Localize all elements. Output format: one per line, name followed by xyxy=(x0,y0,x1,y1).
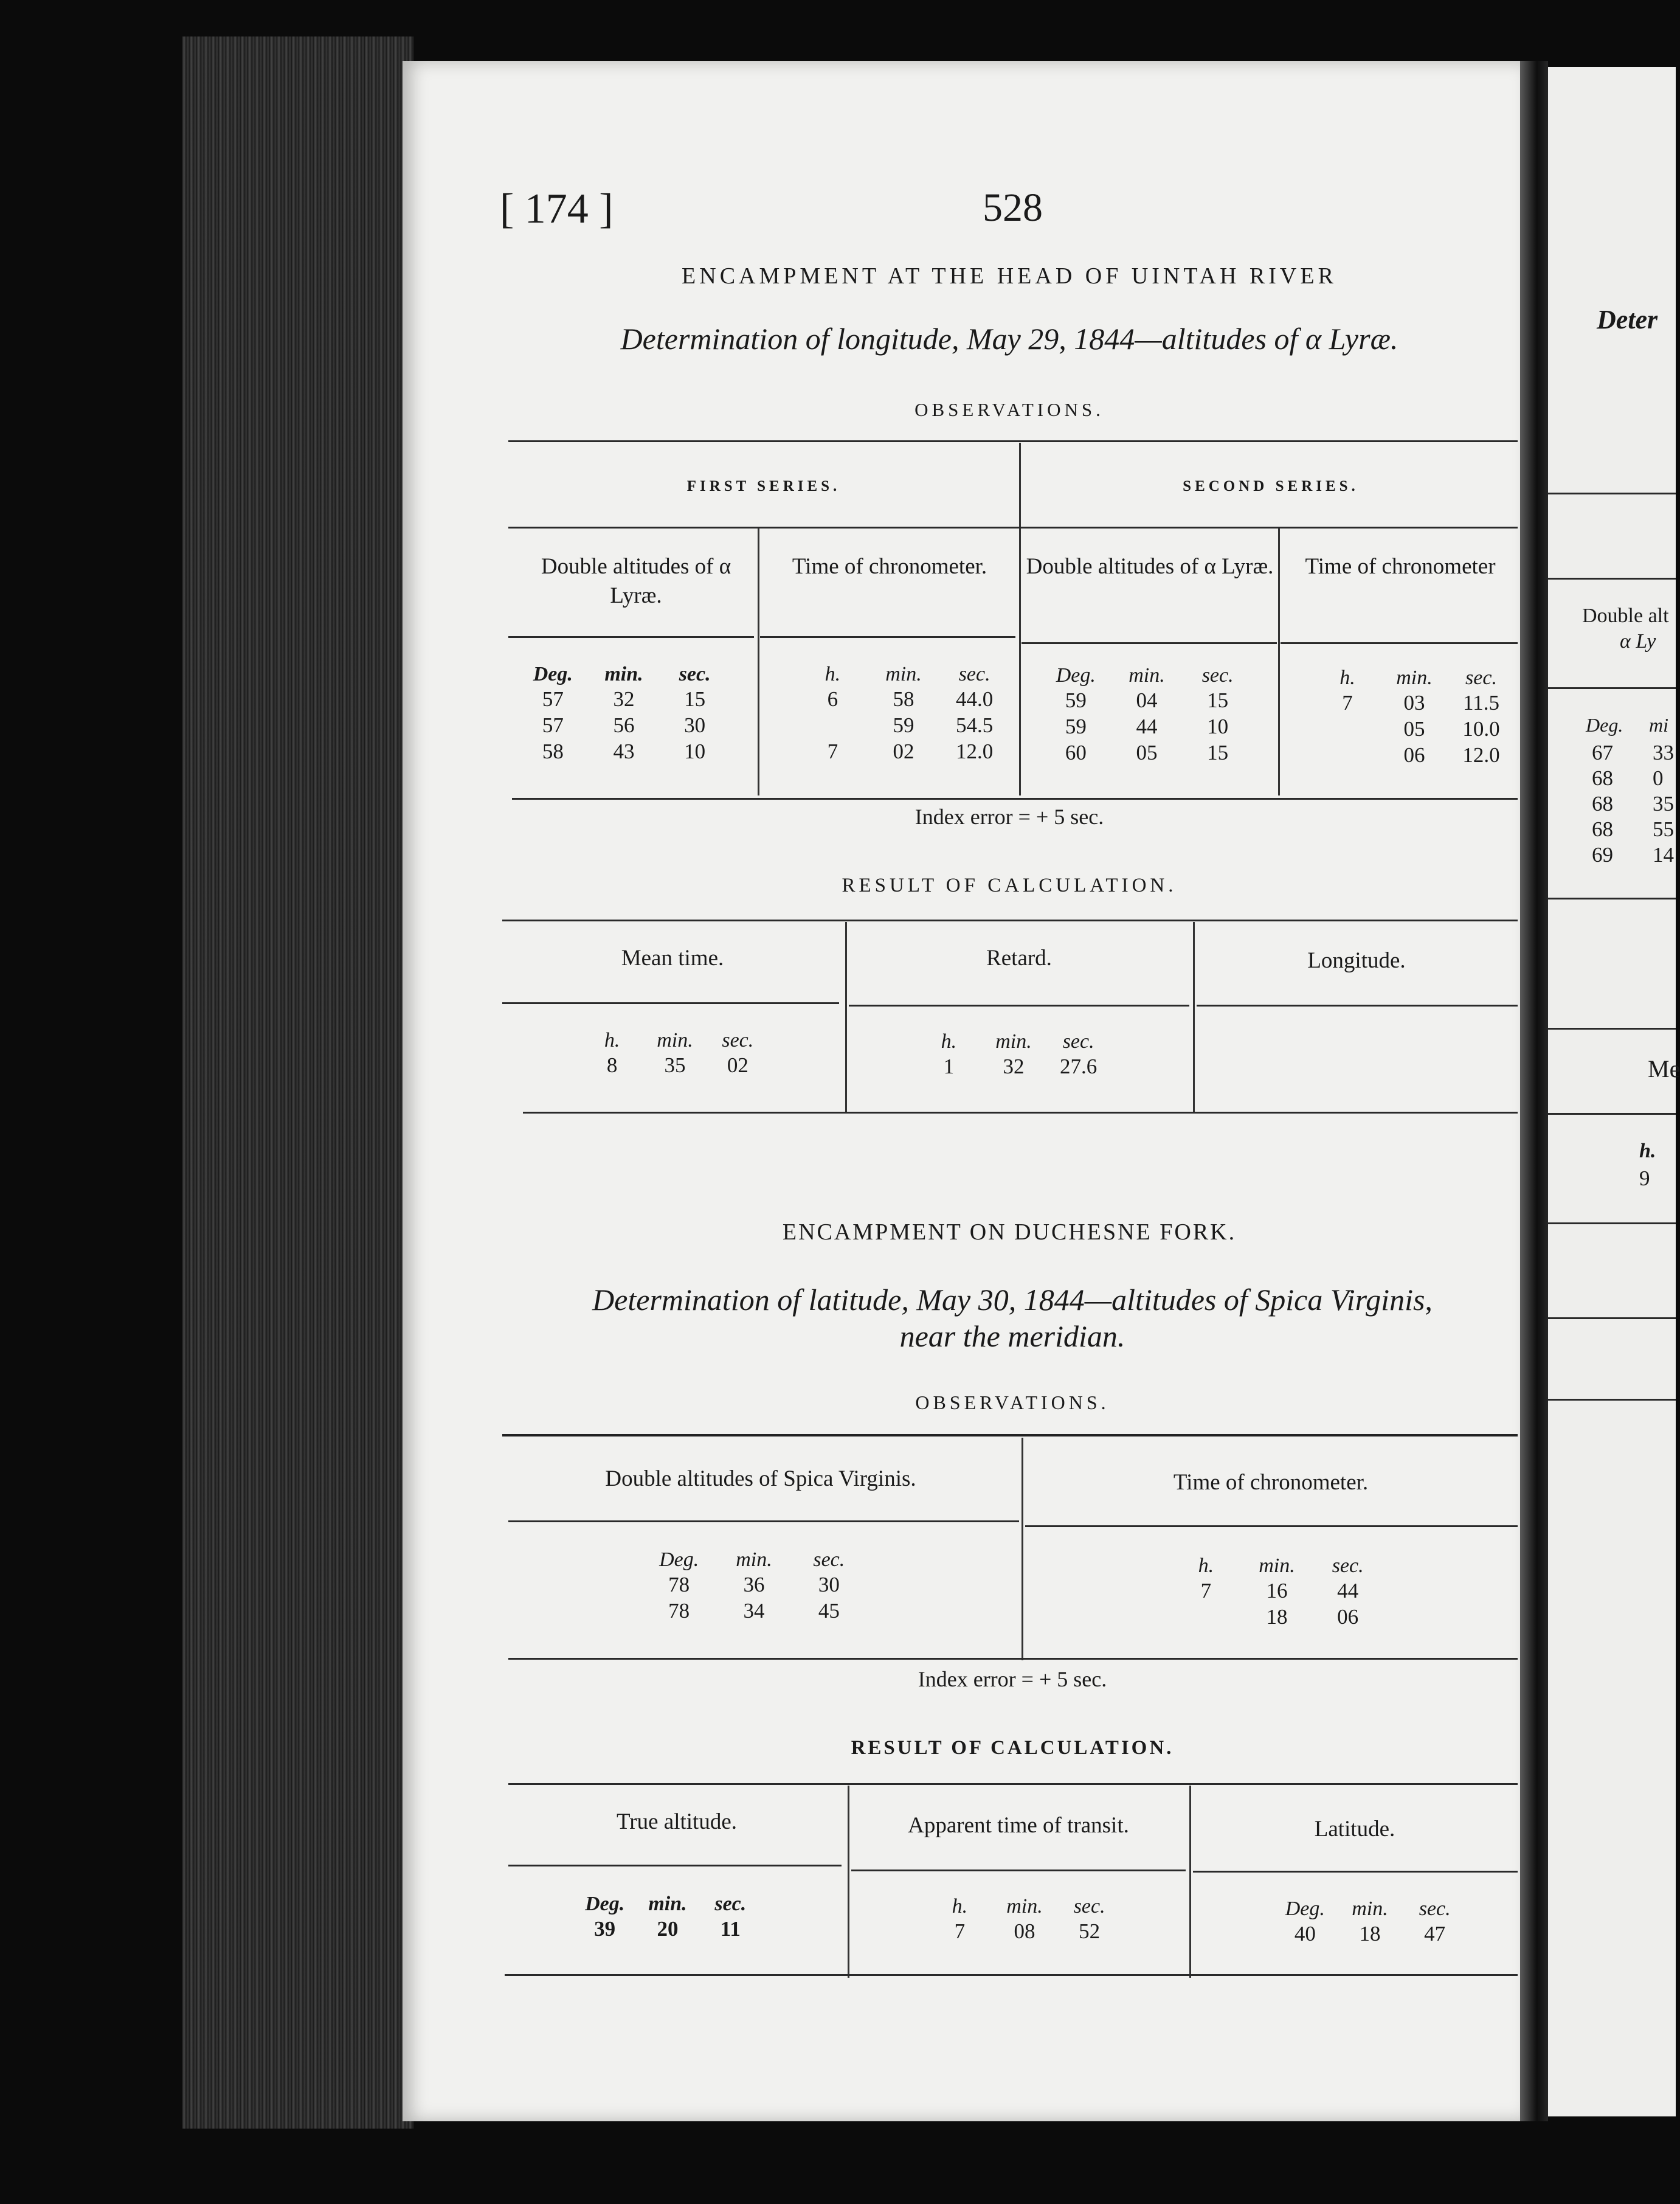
cell-value: 18 xyxy=(1266,1605,1288,1629)
cell-value: 03 xyxy=(1403,691,1425,715)
next-page-unit: Deg. xyxy=(1586,714,1623,736)
rule xyxy=(1548,578,1676,580)
unit-label: Deg. xyxy=(1285,1897,1325,1920)
cell-value: 7 xyxy=(1342,691,1353,715)
rule xyxy=(508,636,754,638)
rule xyxy=(505,1974,1518,1976)
first-series-time-block xyxy=(800,663,1007,764)
cell-value xyxy=(800,712,865,738)
result-col-header: Longitude. xyxy=(1307,948,1406,973)
result-col-header: Retard. xyxy=(986,946,1052,971)
true-altitude-block xyxy=(576,1893,759,1942)
cell-value: 78 xyxy=(668,1599,690,1623)
cell-value: 12.0 xyxy=(956,740,994,763)
cell-value: 04 xyxy=(1136,688,1158,712)
section-1-title: ENCAMPMENT AT THE HEAD OF UINTAH RIVER xyxy=(682,263,1337,289)
unit-label: h. xyxy=(604,1029,620,1052)
cell-value: 39 xyxy=(594,1917,616,1941)
col-header-time: Time of chronometer xyxy=(1305,554,1496,579)
unit-label: sec. xyxy=(1332,1554,1364,1577)
unit-label: min. xyxy=(1259,1554,1295,1577)
next-page-unit: mi xyxy=(1649,714,1668,736)
first-series-altitude-block xyxy=(520,663,727,764)
rule xyxy=(1548,1317,1676,1319)
cell-value: 15 xyxy=(1207,741,1229,764)
cell-value: 59 xyxy=(893,713,914,737)
unit-label: min. xyxy=(736,1548,772,1571)
rule xyxy=(845,922,847,1112)
cell-value: 44 xyxy=(1337,1579,1359,1603)
col-header-double-altitudes: Double altitudes of α Lyræ. xyxy=(1026,554,1274,579)
col-header-time: Time of chronometer. xyxy=(1173,1470,1369,1495)
next-page-value: 69 xyxy=(1592,843,1613,867)
cell-value: 44 xyxy=(1136,715,1158,738)
rule xyxy=(502,1002,839,1004)
rule xyxy=(523,1112,1518,1114)
next-page-fragment xyxy=(1548,67,1680,2116)
col-header-double-altitudes: Double altitudes of α Lyræ. xyxy=(541,554,731,608)
unit-label: Deg. xyxy=(1056,664,1096,687)
cell-value: 58 xyxy=(893,687,914,711)
col-header-double-altitudes: Double altitudes of Spica Virginis. xyxy=(605,1466,916,1491)
cell-value: 34 xyxy=(743,1599,765,1623)
next-page-value: 14 xyxy=(1653,843,1674,867)
cell-value: 15 xyxy=(684,687,706,711)
unit-label: min. xyxy=(604,663,643,685)
rule xyxy=(502,920,1518,921)
rule xyxy=(1025,1525,1518,1527)
next-page-value: 33 xyxy=(1653,741,1674,764)
cell-value: 56 xyxy=(613,713,635,737)
cell-value: 06 xyxy=(1337,1605,1359,1629)
next-page-value: 55 xyxy=(1653,817,1674,841)
cell-value: 7 xyxy=(1200,1579,1212,1603)
second-series-time-block xyxy=(1317,667,1512,768)
unit-label: sec. xyxy=(1465,667,1497,689)
section-2-subtitle-line-1: Determination of latitude, May 30, 1844—altitudes of Spica Virginis, xyxy=(592,1283,1433,1317)
cell-value: 59 xyxy=(1065,715,1087,738)
next-page-value: 9 xyxy=(1639,1166,1650,1190)
next-page-col-header: Double alt xyxy=(1582,605,1669,627)
unit-label: h. xyxy=(941,1030,957,1053)
book-binding xyxy=(182,36,413,2129)
cell-value xyxy=(1174,1604,1239,1630)
rule xyxy=(1189,1786,1191,1978)
result-col-header: Apparent time of transit. xyxy=(908,1813,1129,1838)
unit-label: min. xyxy=(648,1893,687,1915)
rule xyxy=(1281,642,1518,644)
cell-value: 1 xyxy=(943,1055,955,1078)
rule xyxy=(1548,1399,1676,1401)
cell-value xyxy=(1317,716,1378,742)
rule xyxy=(1193,922,1195,1112)
page-gutter xyxy=(1520,61,1548,2121)
unit-label: min. xyxy=(1129,664,1165,687)
rule xyxy=(851,1870,1186,1871)
cell-value: 35 xyxy=(664,1053,686,1077)
rule xyxy=(1548,493,1676,494)
unit-label: h. xyxy=(1340,667,1355,689)
col-header-time: Time of chronometer. xyxy=(792,554,987,579)
cell-value: 12.0 xyxy=(1462,743,1500,767)
apparent-time-block xyxy=(930,1895,1119,1944)
index-error-note: Index error = + 5 sec. xyxy=(914,805,1104,829)
unit-label: min. xyxy=(1396,667,1433,689)
spica-time-block xyxy=(1174,1554,1380,1630)
cell-value: 16 xyxy=(1266,1579,1288,1603)
page-number: 528 xyxy=(983,185,1043,230)
cell-value: 10.0 xyxy=(1462,717,1500,741)
rule xyxy=(508,527,1518,528)
cell-value: 54.5 xyxy=(956,713,994,737)
cell-value: 40 xyxy=(1294,1922,1316,1946)
section-2-observations-heading: OBSERVATIONS. xyxy=(915,1391,1110,1413)
rule xyxy=(1548,1222,1676,1224)
cell-value: 45 xyxy=(818,1599,840,1623)
unit-label: sec. xyxy=(1419,1897,1451,1920)
result-col-header: True altitude. xyxy=(616,1809,737,1834)
rule xyxy=(1197,1005,1518,1007)
cell-value: 08 xyxy=(1014,1919,1035,1943)
index-error-note: Index error = + 5 sec. xyxy=(918,1667,1107,1691)
unit-label: sec. xyxy=(679,663,711,685)
latitude-block xyxy=(1276,1897,1464,1947)
rule xyxy=(848,1786,849,1978)
cell-value: 11.5 xyxy=(1463,691,1499,715)
unit-label: min. xyxy=(1006,1895,1043,1918)
result-col-header: Latitude. xyxy=(1314,1817,1395,1842)
cell-value: 7 xyxy=(827,740,838,763)
next-page-unit: h. xyxy=(1639,1140,1656,1162)
next-page-value: 68 xyxy=(1592,766,1613,790)
rule xyxy=(1548,1113,1676,1115)
cell-value: 59 xyxy=(1065,688,1087,712)
cell-value: 11 xyxy=(720,1917,741,1941)
next-page-col-header-2: α Ly xyxy=(1620,630,1656,653)
next-page-value: 35 xyxy=(1653,792,1674,816)
unit-label: h. xyxy=(824,663,841,685)
cell-value: 10 xyxy=(1207,715,1229,738)
section-2-subtitle-line-2: near the meridian. xyxy=(899,1319,1125,1353)
unit-label: h. xyxy=(1198,1554,1214,1577)
cell-value: 44.0 xyxy=(956,687,994,711)
next-page-value: 68 xyxy=(1592,792,1613,816)
unit-label: min. xyxy=(885,663,922,685)
cell-value: 78 xyxy=(668,1573,690,1596)
rule xyxy=(1278,528,1280,795)
retard-block xyxy=(919,1030,1108,1079)
cell-value: 7 xyxy=(954,1919,966,1943)
cell-value: 10 xyxy=(684,740,706,763)
cell-value: 30 xyxy=(818,1573,840,1596)
spica-altitude-block xyxy=(645,1548,863,1624)
cell-value: 60 xyxy=(1065,741,1087,764)
rule xyxy=(508,1783,1518,1785)
unit-label: sec. xyxy=(1073,1895,1105,1918)
cell-value: 18 xyxy=(1359,1922,1381,1946)
unit-label: h. xyxy=(952,1895,968,1918)
cell-value: 6 xyxy=(827,687,838,711)
rule xyxy=(1548,687,1676,689)
rule xyxy=(1548,898,1676,899)
cell-value: 27.6 xyxy=(1060,1055,1098,1078)
cell-value: 15 xyxy=(1207,688,1229,712)
rule xyxy=(760,636,1015,638)
unit-label: sec. xyxy=(714,1893,747,1915)
unit-label: Deg. xyxy=(659,1548,699,1571)
unit-label: Deg. xyxy=(533,663,573,685)
section-2-result-heading: RESULT OF CALCULATION. xyxy=(851,1737,1174,1759)
first-series-label: FIRST SERIES. xyxy=(686,478,841,494)
cell-value: 32 xyxy=(1003,1055,1025,1078)
unit-label: min. xyxy=(1352,1897,1388,1920)
rule xyxy=(502,1434,1518,1436)
rule xyxy=(1021,642,1277,644)
next-page-value: 68 xyxy=(1592,817,1613,841)
rule xyxy=(1021,1438,1023,1660)
unit-label: sec. xyxy=(1062,1030,1094,1053)
rule xyxy=(508,1520,1019,1522)
cell-value: 58 xyxy=(542,740,564,763)
cell-value: 02 xyxy=(727,1053,748,1077)
rule xyxy=(508,1658,1518,1660)
cell-value: 8 xyxy=(606,1053,618,1077)
unit-label: sec. xyxy=(1201,664,1234,687)
bracket-page-number: [ 174 ] xyxy=(500,185,614,232)
unit-label: min. xyxy=(657,1029,693,1052)
cell-value: 06 xyxy=(1403,743,1425,767)
cell-value: 36 xyxy=(743,1573,765,1596)
cell-value: 02 xyxy=(893,740,914,763)
result-col-header: Mean time. xyxy=(621,946,724,971)
next-page-value: 0 xyxy=(1653,766,1664,790)
cell-value: 57 xyxy=(542,687,564,711)
next-page-value: 67 xyxy=(1592,741,1613,764)
section-1-subtitle: Determination of longitude, May 29, 1844—altitudes of α Lyræ. xyxy=(620,322,1398,356)
next-page-heading: Deter xyxy=(1597,305,1658,334)
rule xyxy=(758,528,759,795)
cell-value: 43 xyxy=(613,740,635,763)
cell-value: 47 xyxy=(1424,1922,1446,1946)
rule xyxy=(508,440,1518,442)
section-1-observations-heading: OBSERVATIONS. xyxy=(914,399,1104,420)
unit-label: Deg. xyxy=(585,1893,625,1915)
unit-label: sec. xyxy=(958,663,990,685)
cell-value: 20 xyxy=(657,1917,679,1941)
cell-value: 57 xyxy=(542,713,564,737)
second-series-label: SECOND SERIES. xyxy=(1183,478,1359,494)
cell-value: 05 xyxy=(1136,741,1158,764)
cell-value: 32 xyxy=(613,687,635,711)
cell-value: 52 xyxy=(1079,1919,1101,1943)
second-series-altitude-block xyxy=(1043,664,1250,766)
cell-value: 05 xyxy=(1403,717,1425,741)
section-2-title: ENCAMPMENT ON DUCHESNE FORK. xyxy=(782,1219,1237,1245)
cell-value xyxy=(1317,742,1378,768)
rule xyxy=(512,798,1518,800)
rule xyxy=(1548,1028,1676,1030)
unit-label: min. xyxy=(995,1030,1032,1053)
rule xyxy=(1019,443,1021,795)
rule xyxy=(849,1005,1189,1007)
rule xyxy=(508,1865,842,1866)
next-page-result-col: Me xyxy=(1648,1055,1680,1083)
cell-value: 30 xyxy=(684,713,706,737)
mean-time-block xyxy=(584,1029,766,1078)
rule xyxy=(1193,1871,1518,1873)
unit-label: sec. xyxy=(813,1548,845,1571)
unit-label: sec. xyxy=(722,1029,754,1052)
section-1-result-heading: RESULT OF CALCULATION. xyxy=(842,875,1177,896)
